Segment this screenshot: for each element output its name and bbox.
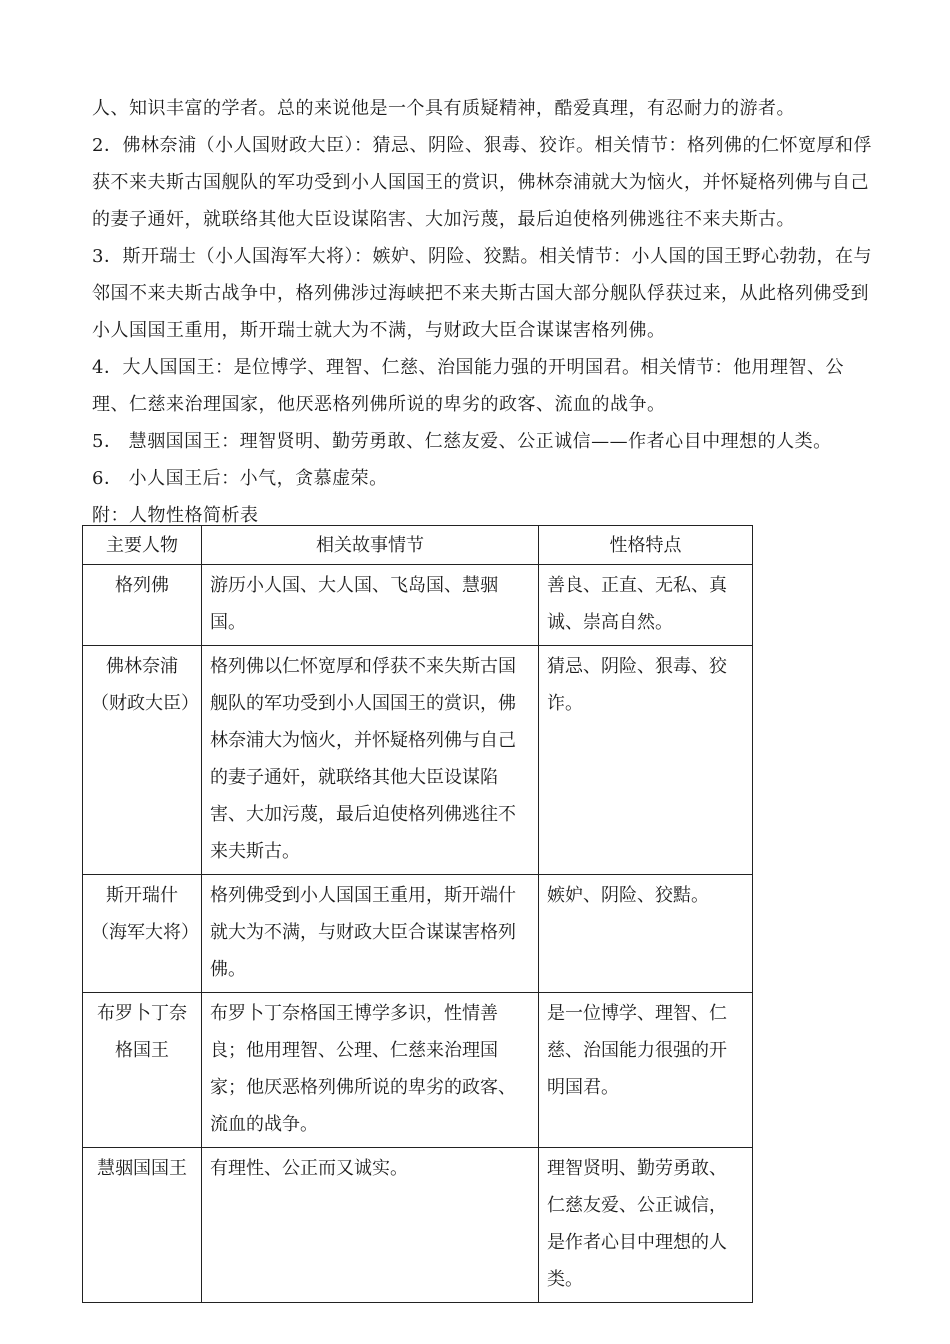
paragraph-item-4: 4．大人国国王：是位博学、理智、仁慈、治国能力强的开明国君。相关情节：他用理智、公理、仁慈来治理国家，他厌恶格列佛所说的卑劣的政客、流血的战争。 [92,357,844,415]
header-traits: 性格特点 [539,526,753,565]
cell-traits: 嫉妒、阴险、狡黠。 [539,875,753,993]
cell-traits: 猜忌、阴险、狠毒、狡诈。 [539,646,753,875]
cell-plot: 格列佛以仁怀宽厚和俘获不来失斯古国舰队的军功受到小人国国王的赏识，佛林奈浦大为恼火，并怀疑格列佛与自己的妻子通奸，就联络其他大臣设谋陷害、大加污蔑，最后迫使格列佛逃往不来夫斯古。 [202,646,539,875]
cell-name: 格列佛 [83,565,202,646]
paragraph-item-6: 6． 小人国王后：小气，贪慕虚荣。 [92,468,388,489]
cell-name: 布罗卜丁奈格国王 [83,993,202,1148]
cell-plot: 游历小人国、大人国、飞岛国、慧骃国。 [202,565,539,646]
cell-name: 佛林奈浦（财政大臣） [83,646,202,875]
cell-traits: 是一位博学、理智、仁慈、治国能力很强的开明国君。 [539,993,753,1148]
cell-plot: 格列佛受到小人国国王重用，斯开端什就大为不满，与财政大臣合谋谋害格列佛。 [202,875,539,993]
paragraph-continuation: 人、知识丰富的学者。总的来说他是一个具有质疑精神，酷爱真理，有忍耐力的游者。 [92,98,795,119]
cell-traits: 善良、正直、无私、真诚、崇高自然。 [539,565,753,646]
cell-name: 慧骃国国王 [83,1148,202,1303]
appendix-title: 附：人物性格简析表 [92,505,259,526]
cell-plot: 有理性、公正而又诚实。 [202,1148,539,1303]
table-header-row [83,526,753,565]
table-row [83,565,753,646]
cell-plot: 布罗卜丁奈格国王博学多识，性情善良；他用理智、公理、仁慈来治理国家；他厌恶格列佛所说的卑劣的政客、流血的战争。 [202,993,539,1148]
paragraph-item-2: 2．佛林奈浦（小人国财政大臣）：猜忌、阴险、狠毒、狡诈。相关情节：格列佛的仁怀宽厚和俘获不来夫斯古国舰队的军功受到小人国国王的赏识，佛林奈浦就大为恼火，并怀疑格列佛与自己的妻子通奸，就联络其他大臣设谋陷害、大加污蔑，最后迫使格列佛逃往不来夫斯古。 [92,135,872,230]
paragraph-item-5: 5． 慧骃国国王：理智贤明、勤劳勇敢、仁慈友爱、公正诚信——作者心目中理想的人类。 [92,431,832,452]
header-character: 主要人物 [83,526,202,565]
cell-traits: 理智贤明、勤劳勇敢、仁慈友爱、公正诚信，是作者心目中理想的人类。 [539,1148,753,1303]
table-row [83,875,753,993]
table-row [83,1148,753,1303]
body-text [92,90,872,534]
table-row [83,993,753,1148]
character-traits-table [82,525,753,1303]
table-row [83,646,753,875]
header-plot: 相关故事情节 [202,526,539,565]
paragraph-item-3: 3．斯开瑞士（小人国海军大将）：嫉妒、阴险、狡黠。相关情节：小人国的国王野心勃勃，在与邻国不来夫斯古战争中，格列佛涉过海峡把不来夫斯古国大部分舰队俘获过来，从此格列佛受到小人国国王重用，斯开瑞士就大为不满，与财政大臣合谋谋害格列佛。 [92,246,872,341]
cell-name: 斯开瑞什（海军大将） [83,875,202,993]
